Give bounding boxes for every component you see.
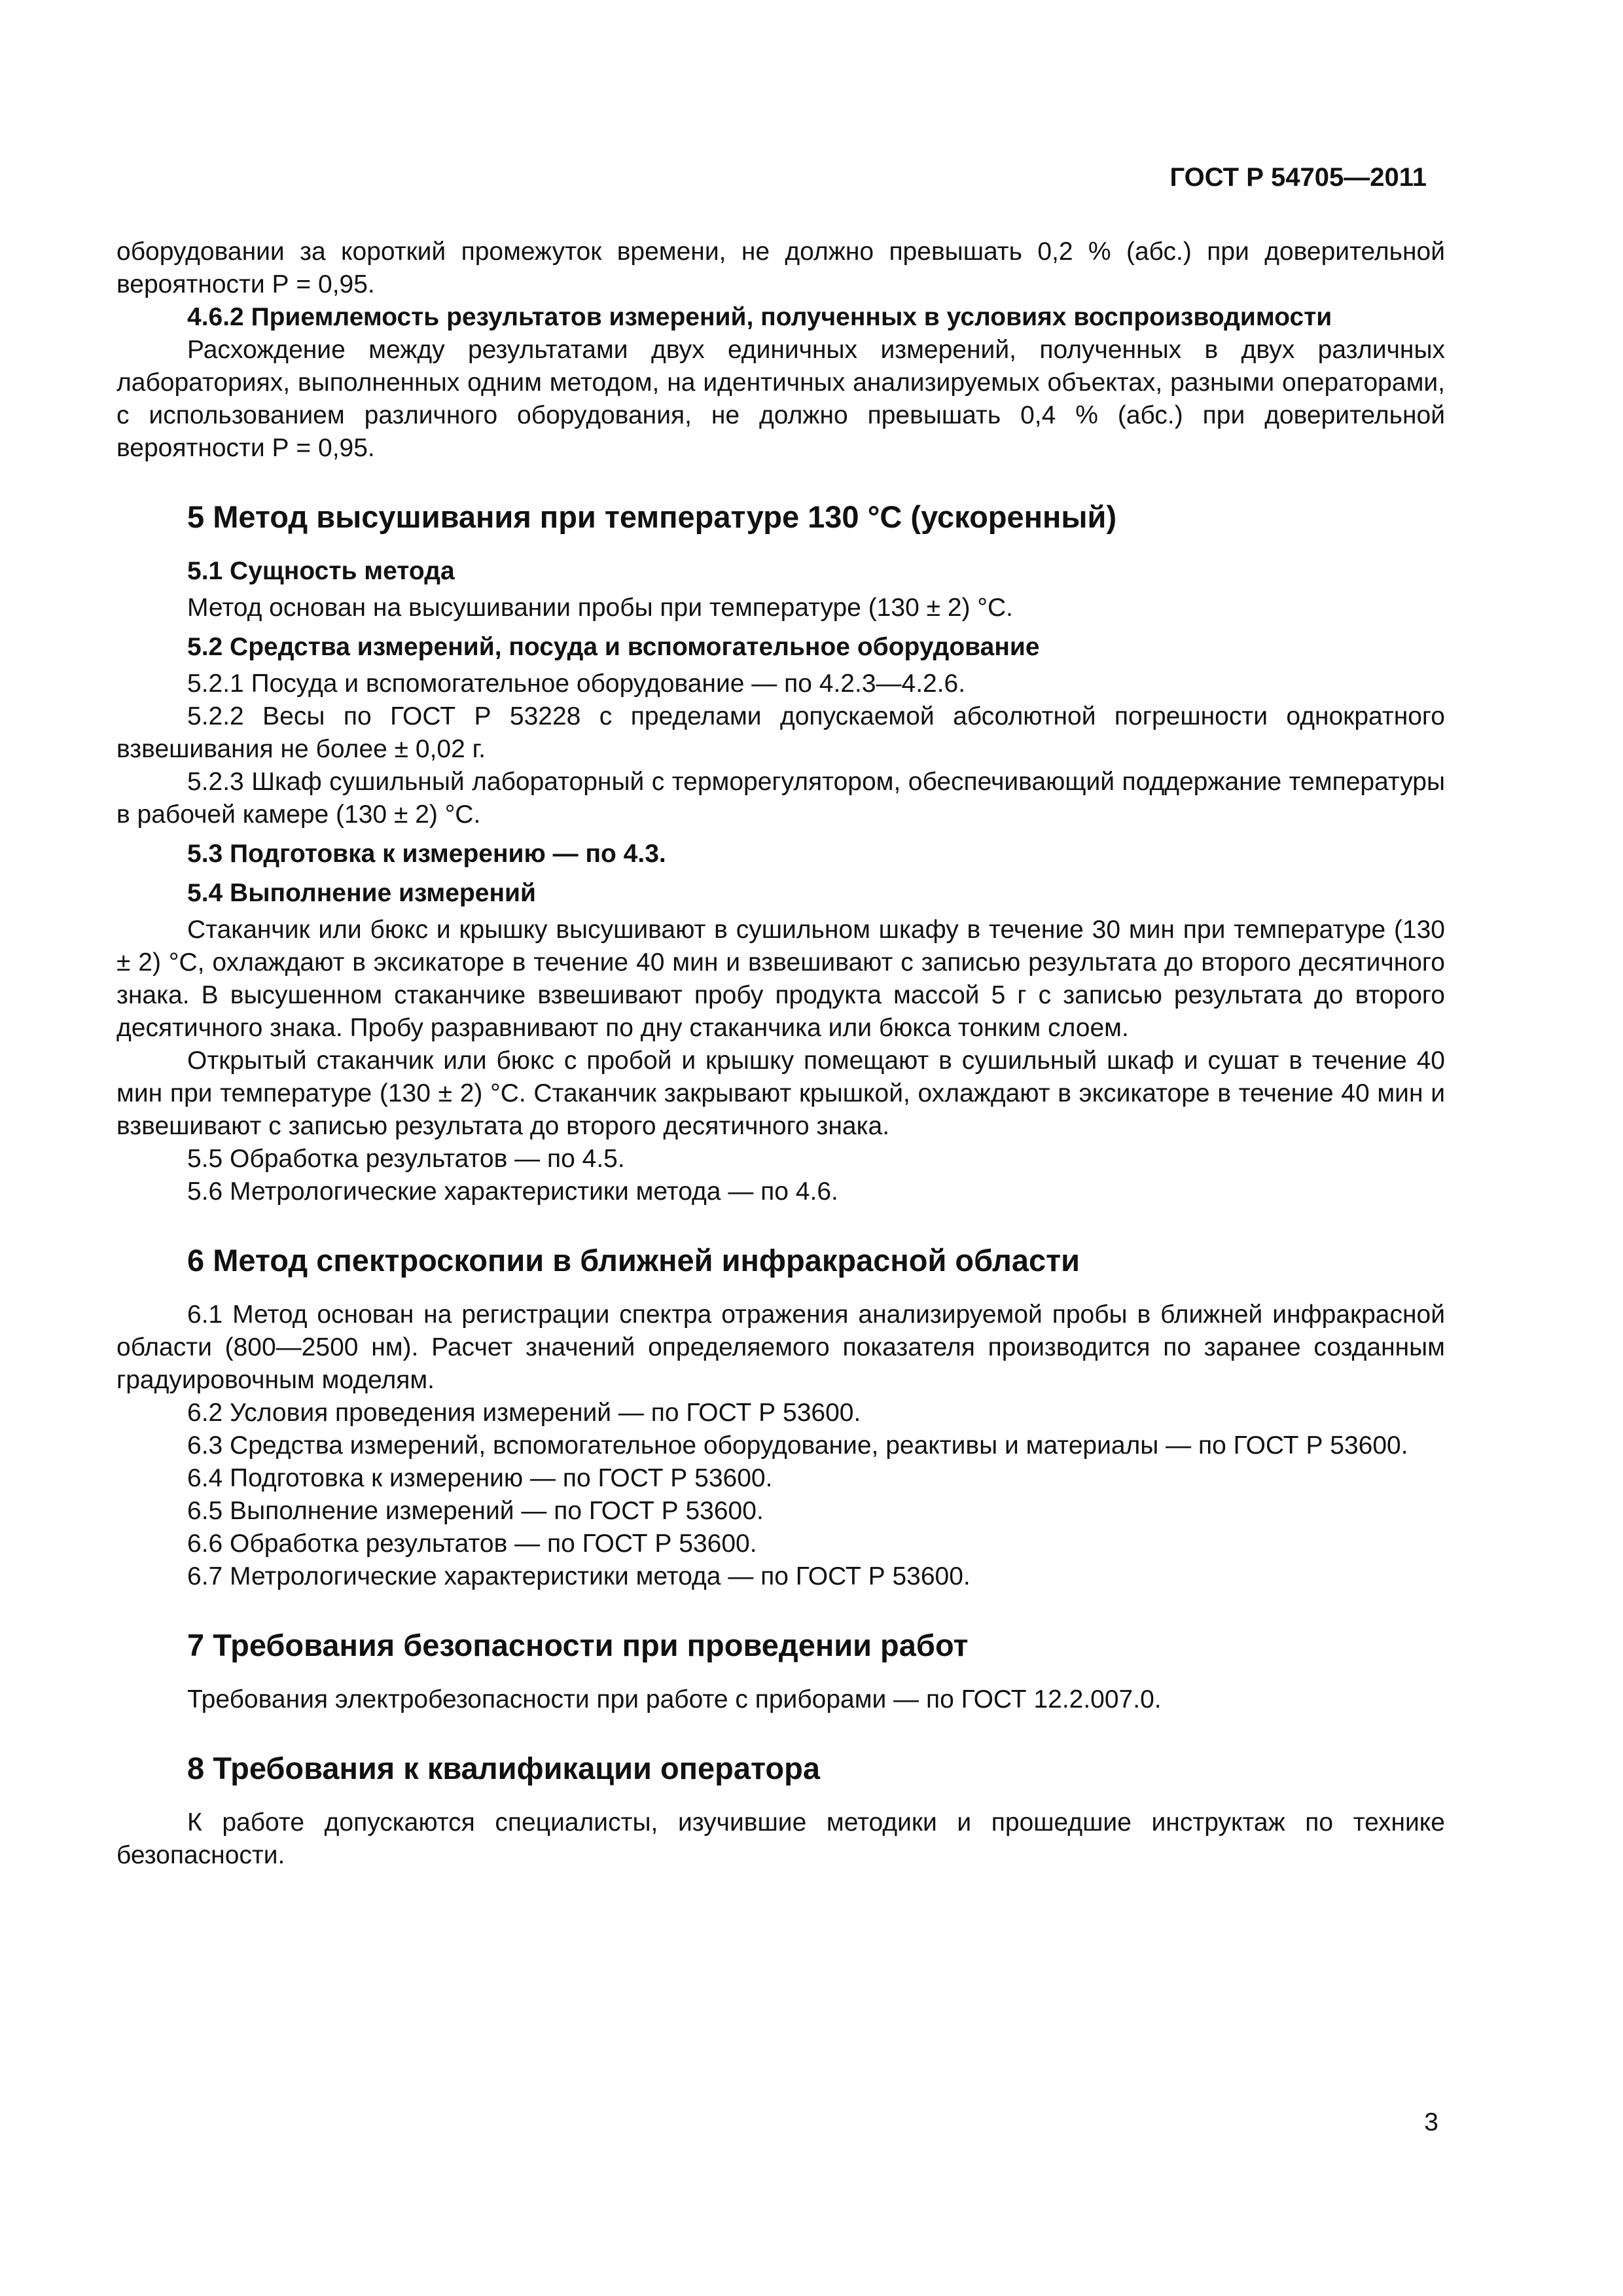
subsection-5-3-title: 5.3 Подготовка к измерению — по 4.3.	[187, 840, 666, 868]
paragraph-5-2-1: 5.2.1 Посуда и вспомогательное оборудование — по 4.2.3—4.2.6.	[187, 670, 966, 698]
paragraph-5-6: 5.6 Метрологические характеристики метода — по 4.6.	[187, 1177, 838, 1206]
document-header: ГОСТ Р 54705—2011	[1169, 163, 1427, 192]
paragraph-6-1: 6.1 Метод основан на регистрации спектра отражения анализируемой пробы в ближней инфракрасной области (800—2500 нм). Расчет значений определяемого показателя производится по заранее созданным градуировочным моделям.	[116, 1300, 1445, 1394]
section-8-title: 8 Требования к квалификации оператора	[187, 1751, 820, 1785]
subsection-5-2-title: 5.2 Средства измерений, посуда и вспомогательное оборудование	[187, 633, 1040, 661]
paragraph-6-7: 6.7 Метрологические характеристики метода — по ГОСТ Р 53600.	[187, 1562, 971, 1590]
section-7-title: 7 Требования безопасности при проведении работ	[187, 1628, 969, 1662]
document-body	[116, 236, 1445, 1872]
paragraph-4-6-2: Расхождение между результатами двух единичных измерений, полученных в двух различных лабораториях, выполненных одним методом, на идентичных анализируемых объектах, разными операторами, с использованием различного оборудования, не должно превышать 0,4 % (абс.) при доверительной вероятности Р = 0,95.	[116, 336, 1445, 462]
paragraph-continuation: оборудовании за короткий промежуток времени, не должно превышать 0,2 % (абс.) при доверительной вероятности Р = 0,95.	[116, 238, 1445, 298]
subsection-5-1-title: 5.1 Сущность метода	[187, 557, 455, 585]
paragraph-5-2-3: 5.2.3 Шкаф сушильный лабораторный с терморегулятором, обеспечивающий поддержание температуры в рабочей камере (130 ± 2) °С.	[116, 768, 1445, 829]
paragraph-5-4-1: Стаканчик или бюкс и крышку высушивают в сушильном шкафу в течение 30 мин при температуре (130 ± 2) °С, охлаждают в эксикаторе в течение 40 мин и взвешивают с записью результата до второго десятичного знака. В высушенном стаканчике взвешивают пробу продукта массой 5 г с записью результата до второго десятичного знака. Пробу разравнивают по дну стаканчика или бюкса тонким слоем.	[116, 916, 1445, 1042]
paragraph-5-1: Метод основан на высушивании пробы при температуре (130 ± 2) °С.	[187, 594, 1013, 622]
paragraph-6-2: 6.2 Условия проведения измерений — по ГОСТ Р 53600.	[187, 1399, 861, 1427]
section-6-title: 6 Метод спектроскопии в ближней инфракрасной области	[187, 1243, 1080, 1278]
paragraph-6-3: 6.3 Средства измерений, вспомогательное оборудование, реактивы и материалы — по ГОСТ Р 53600.	[187, 1431, 1408, 1460]
paragraph-8: К работе допускаются специалисты, изучившие методики и прошедшие инструктаж по технике безопасности.	[116, 1808, 1445, 1869]
paragraph-6-5: 6.5 Выполнение измерений — по ГОСТ Р 53600.	[187, 1497, 764, 1525]
paragraph-6-6: 6.6 Обработка результатов — по ГОСТ Р 53600.	[187, 1530, 757, 1558]
page-number: 3	[1424, 2108, 1438, 2136]
paragraph-5-2-2: 5.2.2 Весы по ГОСТ Р 53228 с пределами допускаемой абсолютной погрешности однократного взвешивания не более ± 0,02 г.	[116, 702, 1445, 763]
paragraph-5-4-2: Открытый стаканчик или бюкс с пробой и крышку помещают в сушильный шкаф и сушат в течение 40 мин при температуре (130 ± 2) °С. Стаканчик закрывают крышкой, охлаждают в эксикаторе в течение 40 мин и взвешивают с записью результата до второго десятичного знака.	[116, 1047, 1445, 1140]
paragraph-6-4: 6.4 Подготовка к измерению — по ГОСТ Р 53600.	[187, 1464, 773, 1492]
subsection-5-4-title: 5.4 Выполнение измерений	[187, 879, 536, 907]
subsection-4-6-2-title: 4.6.2 Приемлемость результатов измерений, полученных в условиях воспроизводимости	[187, 303, 1332, 331]
paragraph-7: Требования электробезопасности при работе с приборами — по ГОСТ 12.2.007.0.	[187, 1685, 1162, 1713]
paragraph-5-5: 5.5 Обработка результатов — по 4.5.	[187, 1145, 625, 1173]
section-5-title: 5 Метод высушивания при температуре 130 °С (ускоренный)	[187, 499, 1117, 534]
